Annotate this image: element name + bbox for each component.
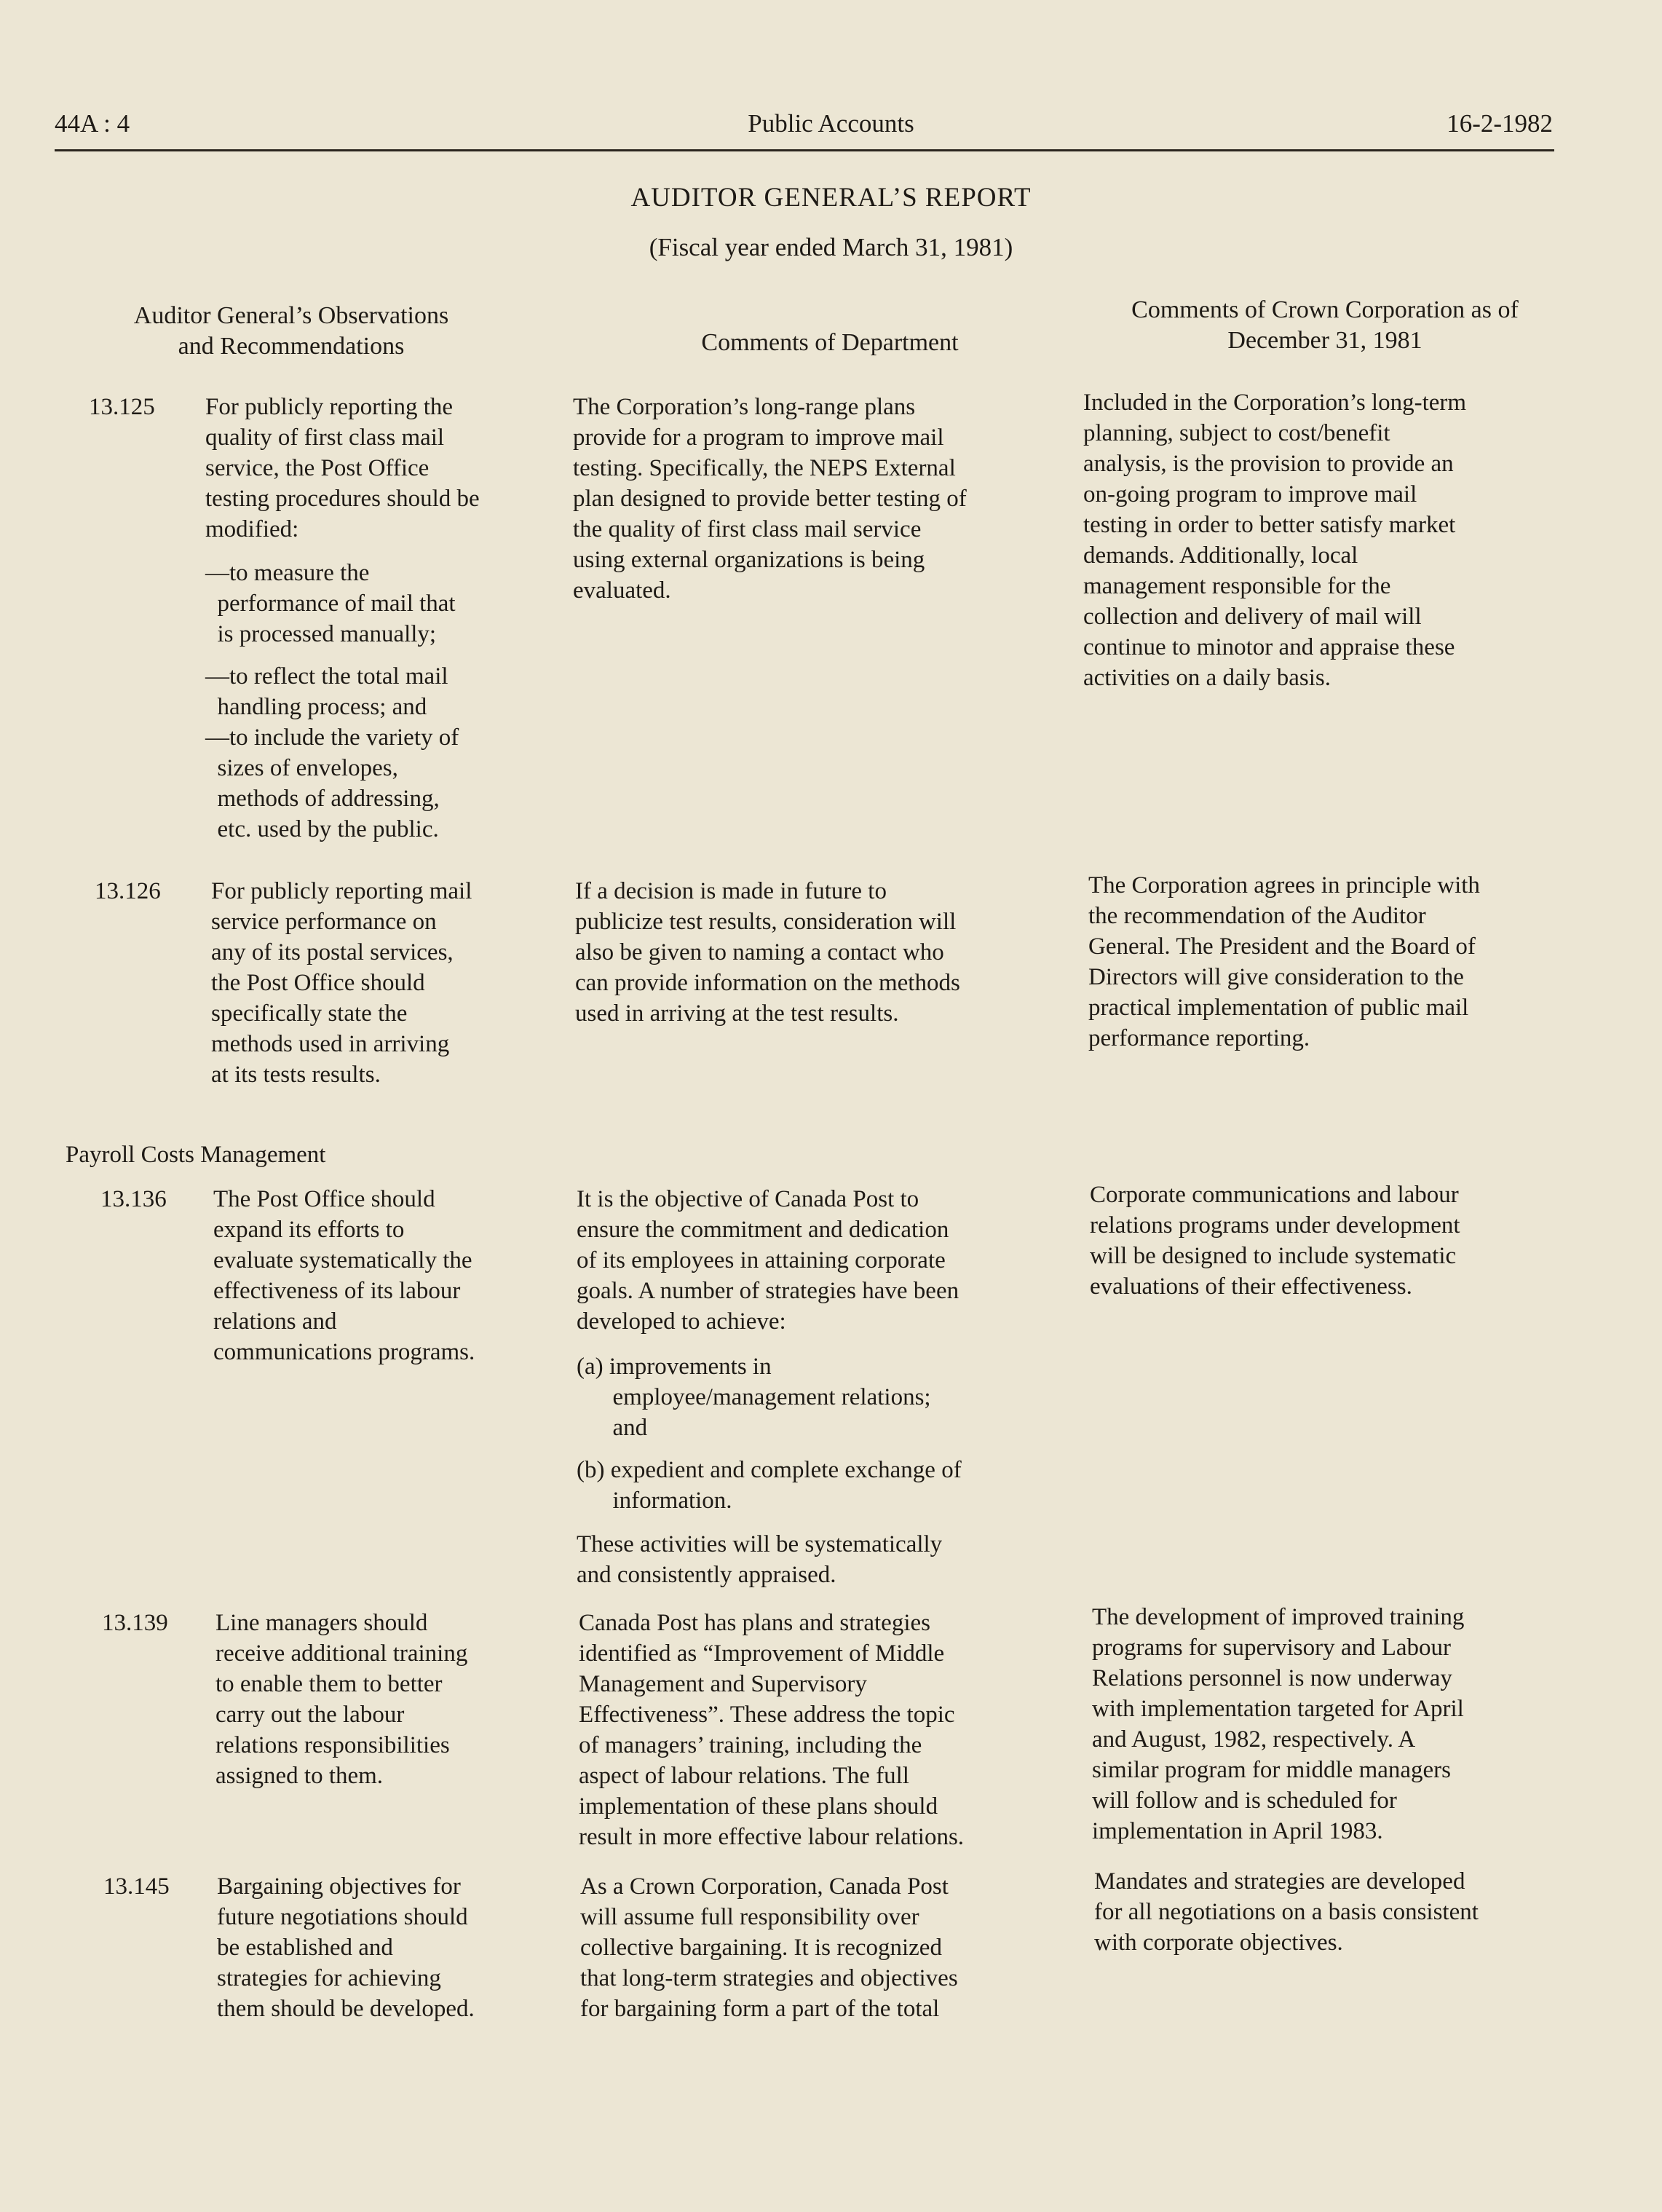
recommendation-bullet: —to measure the performance of mail that is processed manually; <box>205 560 456 647</box>
department-list-item: (b) expedient and complete exchange of information. <box>577 1457 962 1514</box>
crown-comment: Mandates and strategies are developed for all negotiations on a basis consistent with corporate objectives. <box>1094 1868 1479 1956</box>
department-comment: The Corporation’s long-range plans provide for a program to improve mail testing. Specifically, the NEPS External plan designed to provide better testing of the quality of first class mail service using external organizations is being evaluated. <box>573 394 967 604</box>
running-header: Public Accounts <box>748 109 914 138</box>
crown-comment: Included in the Corporation’s long-term planning, subject to cost/benefit analysis, is the provision to provide an on-going program to improve mail testing in order to better satisfy market demands. Additionally, local management responsible for the collection and delivery of mail will continue to minotor and appraise these activities on a daily basis. <box>1083 390 1467 691</box>
header-date: 16-2-1982 <box>1447 109 1553 138</box>
column-head-department: Comments of Department <box>701 329 959 356</box>
crown-comment: Corporate communications and labour relations programs under development will be designed to include systematic evaluations of their effectiveness. <box>1090 1182 1460 1300</box>
item-number: 13.126 <box>95 878 161 904</box>
department-comment: As a Crown Corporation, Canada Post will assume full responsibility over collective bargaining. It is recognized that long-term strategies and objectives for bargaining form a part of the total <box>580 1873 958 2022</box>
recommendation-text: Bargaining objectives for future negotiations should be established and strategies for achieving them should be developed. <box>217 1873 475 2022</box>
department-comment: Canada Post has plans and strategies identified as “Improvement of Middle Management and Supervisory Effectiveness”. These address the topic of managers’ training, including the aspect of labour relations. The full implementation of these plans should result in more effective labour relations. <box>579 1610 965 1850</box>
recommendation-text: The Post Office should expand its efforts to evaluate systematically the effectiveness of its labour relations and communications programs. <box>213 1186 475 1365</box>
item-number: 13.136 <box>100 1186 167 1212</box>
item-number: 13.139 <box>102 1610 168 1636</box>
report-subtitle: (Fiscal year ended March 31, 1981) <box>649 233 1013 261</box>
recommendation-bullet: —to reflect the total mail handling process; and —to include the variety of sizes of envelopes, methods of addressing, etc. used by the public. <box>205 663 459 842</box>
page-number: 44A : 4 <box>55 109 130 138</box>
column-head-auditor: Auditor General’s Observations and Recommendations <box>133 302 449 360</box>
report-title: AUDITOR GENERAL’S REPORT <box>630 183 1032 213</box>
department-comment: These activities will be systematically and consistently appraised. <box>577 1531 943 1588</box>
column-head-crown: Comments of Crown Corporation as of December 31, 1981 <box>1131 296 1519 354</box>
department-comment: It is the objective of Canada Post to ensure the commitment and dedication of its employees in attaining corporate goals. A number of strategies have been developed to achieve: <box>577 1186 959 1335</box>
crown-comment: The development of improved training programs for supervisory and Labour Relations personnel is now underway with implementation targeted for April and August, 1982, respectively. A similar program for middle managers will follow and is scheduled for implementation in April 1983. <box>1092 1604 1465 1844</box>
item-number: 13.145 <box>103 1873 170 1900</box>
crown-comment: The Corporation agrees in principle with the recommendation of the Auditor General. The President and the Board of Directors will give consideration to the practical implementation of public mail performance reporting. <box>1088 872 1480 1051</box>
recommendation-text: For publicly reporting the quality of first class mail service, the Post Office testing procedures should be modified: <box>205 394 480 542</box>
section-heading: Payroll Costs Management <box>66 1142 326 1168</box>
department-list-item: (a) improvements in employee/management relations; and <box>577 1354 931 1441</box>
item-number: 13.125 <box>89 394 155 420</box>
recommendation-text: Line managers should receive additional training to enable them to better carry out the labour relations responsibilities assigned to them. <box>215 1610 468 1789</box>
department-comment: If a decision is made in future to publicize test results, consideration will also be given to naming a contact who can provide information on the methods used in arriving at the test results. <box>575 878 960 1027</box>
recommendation-text: For publicly reporting mail service performance on any of its postal services, the Post Office should specifically state the methods used in arriving at its tests results. <box>211 878 472 1088</box>
header-rule <box>55 149 1554 151</box>
